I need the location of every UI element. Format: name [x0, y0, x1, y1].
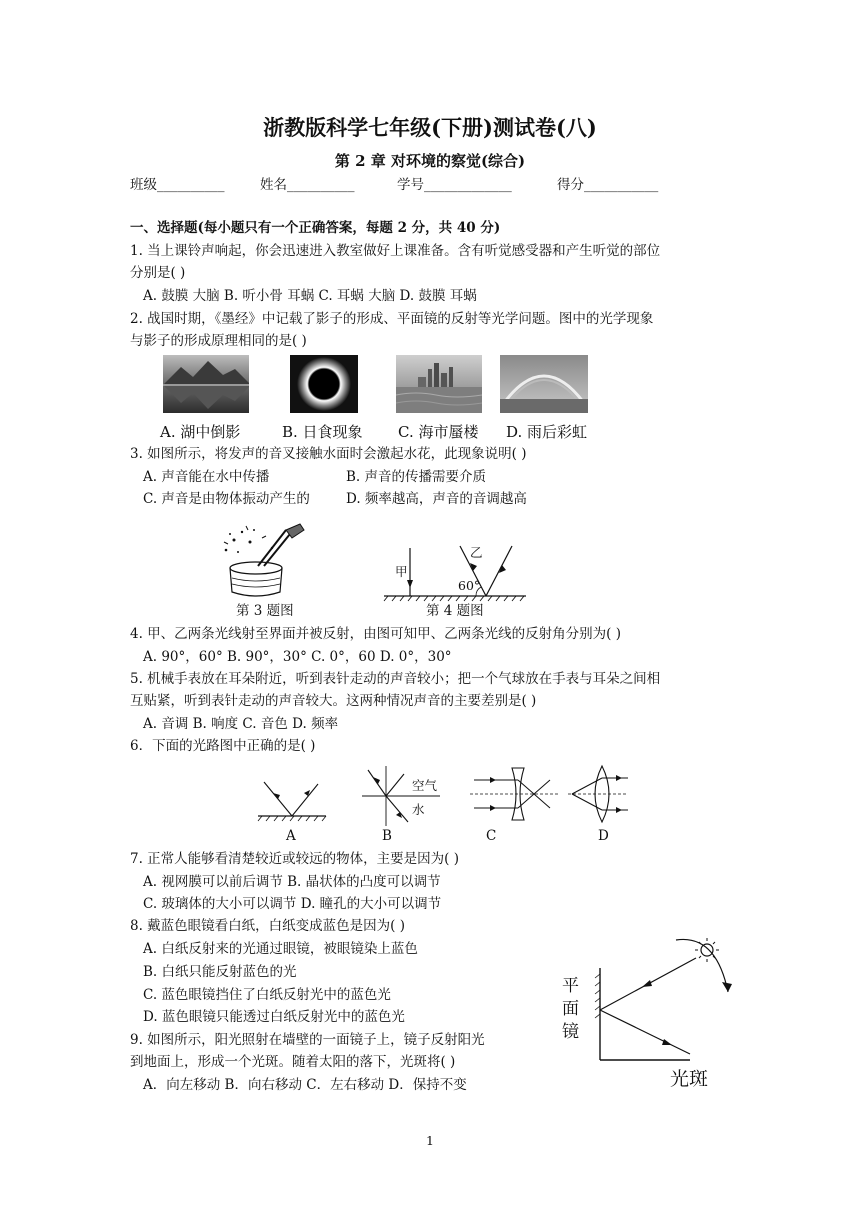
score-field: 得分___________	[557, 177, 659, 193]
q3-option-d: D. 频率越高，声音的音调越高	[346, 491, 527, 507]
q4-stem: 4. 甲、乙两条光线射至界面并被反射，由图可知甲、乙两条光线的反射角分别为( )	[130, 626, 621, 642]
q5-stem-line2: 互贴紧，听到表针走动的声音较大。这两种情况声音的主要差别是( )	[130, 693, 537, 709]
light-spot-label: 光斑	[670, 1068, 709, 1090]
fig4-label-yi: 乙	[470, 545, 483, 560]
mirage-image	[396, 355, 482, 413]
q6-label-water: 水	[412, 802, 425, 817]
section-heading	[130, 218, 500, 238]
fig4-caption: 第 4 题图	[426, 603, 484, 619]
light-path-b	[362, 766, 440, 826]
section-heading-text: 一、选择题(每小题只有一个正确答案，每题 2 分，共 40 分)	[130, 220, 501, 236]
q2-caption-a: A. 湖中倒影	[160, 423, 241, 441]
q9-options: A．向左移动 B．向右移动 C．左右移动 D．保持不变	[143, 1077, 467, 1093]
q7-stem: 7. 正常人能够看清楚较近或较远的物体，主要是因为( )	[130, 851, 459, 867]
q6-label-b: B	[382, 828, 392, 844]
fig3-caption: 第 3 题图	[236, 603, 294, 619]
page-number: 1	[426, 1133, 434, 1148]
q6-label-d: D	[598, 828, 609, 844]
light-path-c	[470, 768, 558, 820]
mirror-label-char2: 面	[562, 999, 579, 1019]
q6-label-c: C	[486, 828, 497, 844]
q2-caption-d: D. 雨后彩虹	[506, 423, 588, 441]
q4-options: A. 90°，60° B. 90°，30° C. 0°，60 D. 0°，30°	[143, 649, 452, 665]
light-path-a	[258, 782, 326, 821]
page-title: 浙教版科学七年级(下册)测试卷(八)	[263, 115, 597, 140]
chapter-subtitle: 第 2 章 对环境的察觉(综合)	[334, 152, 526, 170]
q8-option-c: C. 蓝色眼镜挡住了白纸反射光中的蓝色光	[143, 987, 391, 1003]
q1-stem-line1: 1. 当上课铃声响起，你会迅速进入教室做好上课准备。含有听觉感受器和产生听觉的部位	[130, 243, 661, 259]
q7-options-row1: A. 视网膜可以前后调节 B. 晶状体的凸度可以调节	[143, 874, 441, 890]
q9-stem-line2: 到地面上，形成一个光斑。随着太阳的落下，光斑将( )	[130, 1054, 456, 1070]
mirror-label-char3: 镜	[562, 1022, 579, 1042]
q2-stem-line1: 2. 战国时期，《墨经》中记载了影子的形成、平面镜的反射等光学问题。图中的光学现象	[130, 311, 654, 327]
fig4-label-jia: 甲	[395, 564, 408, 579]
q5-options: A. 音调 B. 响度 C. 音色 D. 频率	[143, 716, 339, 732]
q2-stem-line2: 与影子的形成原理相同的是( )	[130, 333, 307, 349]
tuning-fork-figure	[212, 520, 312, 600]
q8-option-b: B. 白纸只能反射蓝色的光	[143, 964, 297, 980]
mirror-sunlight-figure	[580, 930, 740, 1070]
name-field: 姓名__________	[260, 177, 355, 193]
q3-option-c: C. 声音是由物体振动产生的	[143, 491, 310, 507]
q8-option-a: A. 白纸反射来的光通过眼镜，被眼镜染上蓝色	[143, 941, 418, 957]
solar-eclipse-image	[290, 355, 358, 413]
q6-stem: 6．下面的光路图中正确的是( )	[130, 738, 316, 754]
q3-option-b: B. 声音的传播需要介质	[346, 469, 487, 485]
light-path-d	[568, 766, 628, 822]
q2-caption-b: B. 日食现象	[282, 423, 363, 441]
lake-reflection-image	[163, 355, 249, 413]
q6-label-a: A	[286, 828, 296, 844]
fig4-angle-label: 60°	[458, 578, 481, 593]
mirror-label	[562, 975, 582, 1044]
q3-stem: 3. 如图所示，将发声的音叉接触水面时会激起水花，此现象说明( )	[130, 446, 527, 462]
q2-caption-c: C. 海市蜃楼	[398, 423, 479, 441]
mirror-label-char1: 平	[562, 976, 579, 996]
light-path-figures	[250, 764, 630, 826]
rainbow-image	[500, 355, 588, 413]
class-field: 班级__________	[130, 177, 225, 193]
q3-option-a: A. 声音能在水中传播	[143, 469, 270, 485]
q6-label-air: 空气	[412, 778, 438, 793]
q9-stem-line1: 9. 如图所示，阳光照射在墙壁的一面镜子上，镜子反射阳光	[130, 1032, 485, 1048]
q1-options: A. 鼓膜 大脑 B. 听小骨 耳蜗 C. 耳蜗 大脑 D. 鼓膜 耳蜗	[143, 288, 477, 304]
q5-stem-line1: 5. 机械手表放在耳朵附近，听到表针走动的声音较小；把一个气球放在手表与耳朵之间相	[130, 671, 661, 687]
q8-option-d: D. 蓝色眼镜只能透过白纸反射光中的蓝色光	[143, 1009, 405, 1025]
q7-options-row2: C. 玻璃体的大小可以调节 D. 瞳孔的大小可以调节	[143, 896, 442, 912]
q1-stem-line2: 分别是( )	[130, 265, 186, 281]
student-number-field: 学号_____________	[397, 177, 512, 193]
q8-stem: 8. 戴蓝色眼镜看白纸，白纸变成蓝色是因为( )	[130, 918, 405, 934]
